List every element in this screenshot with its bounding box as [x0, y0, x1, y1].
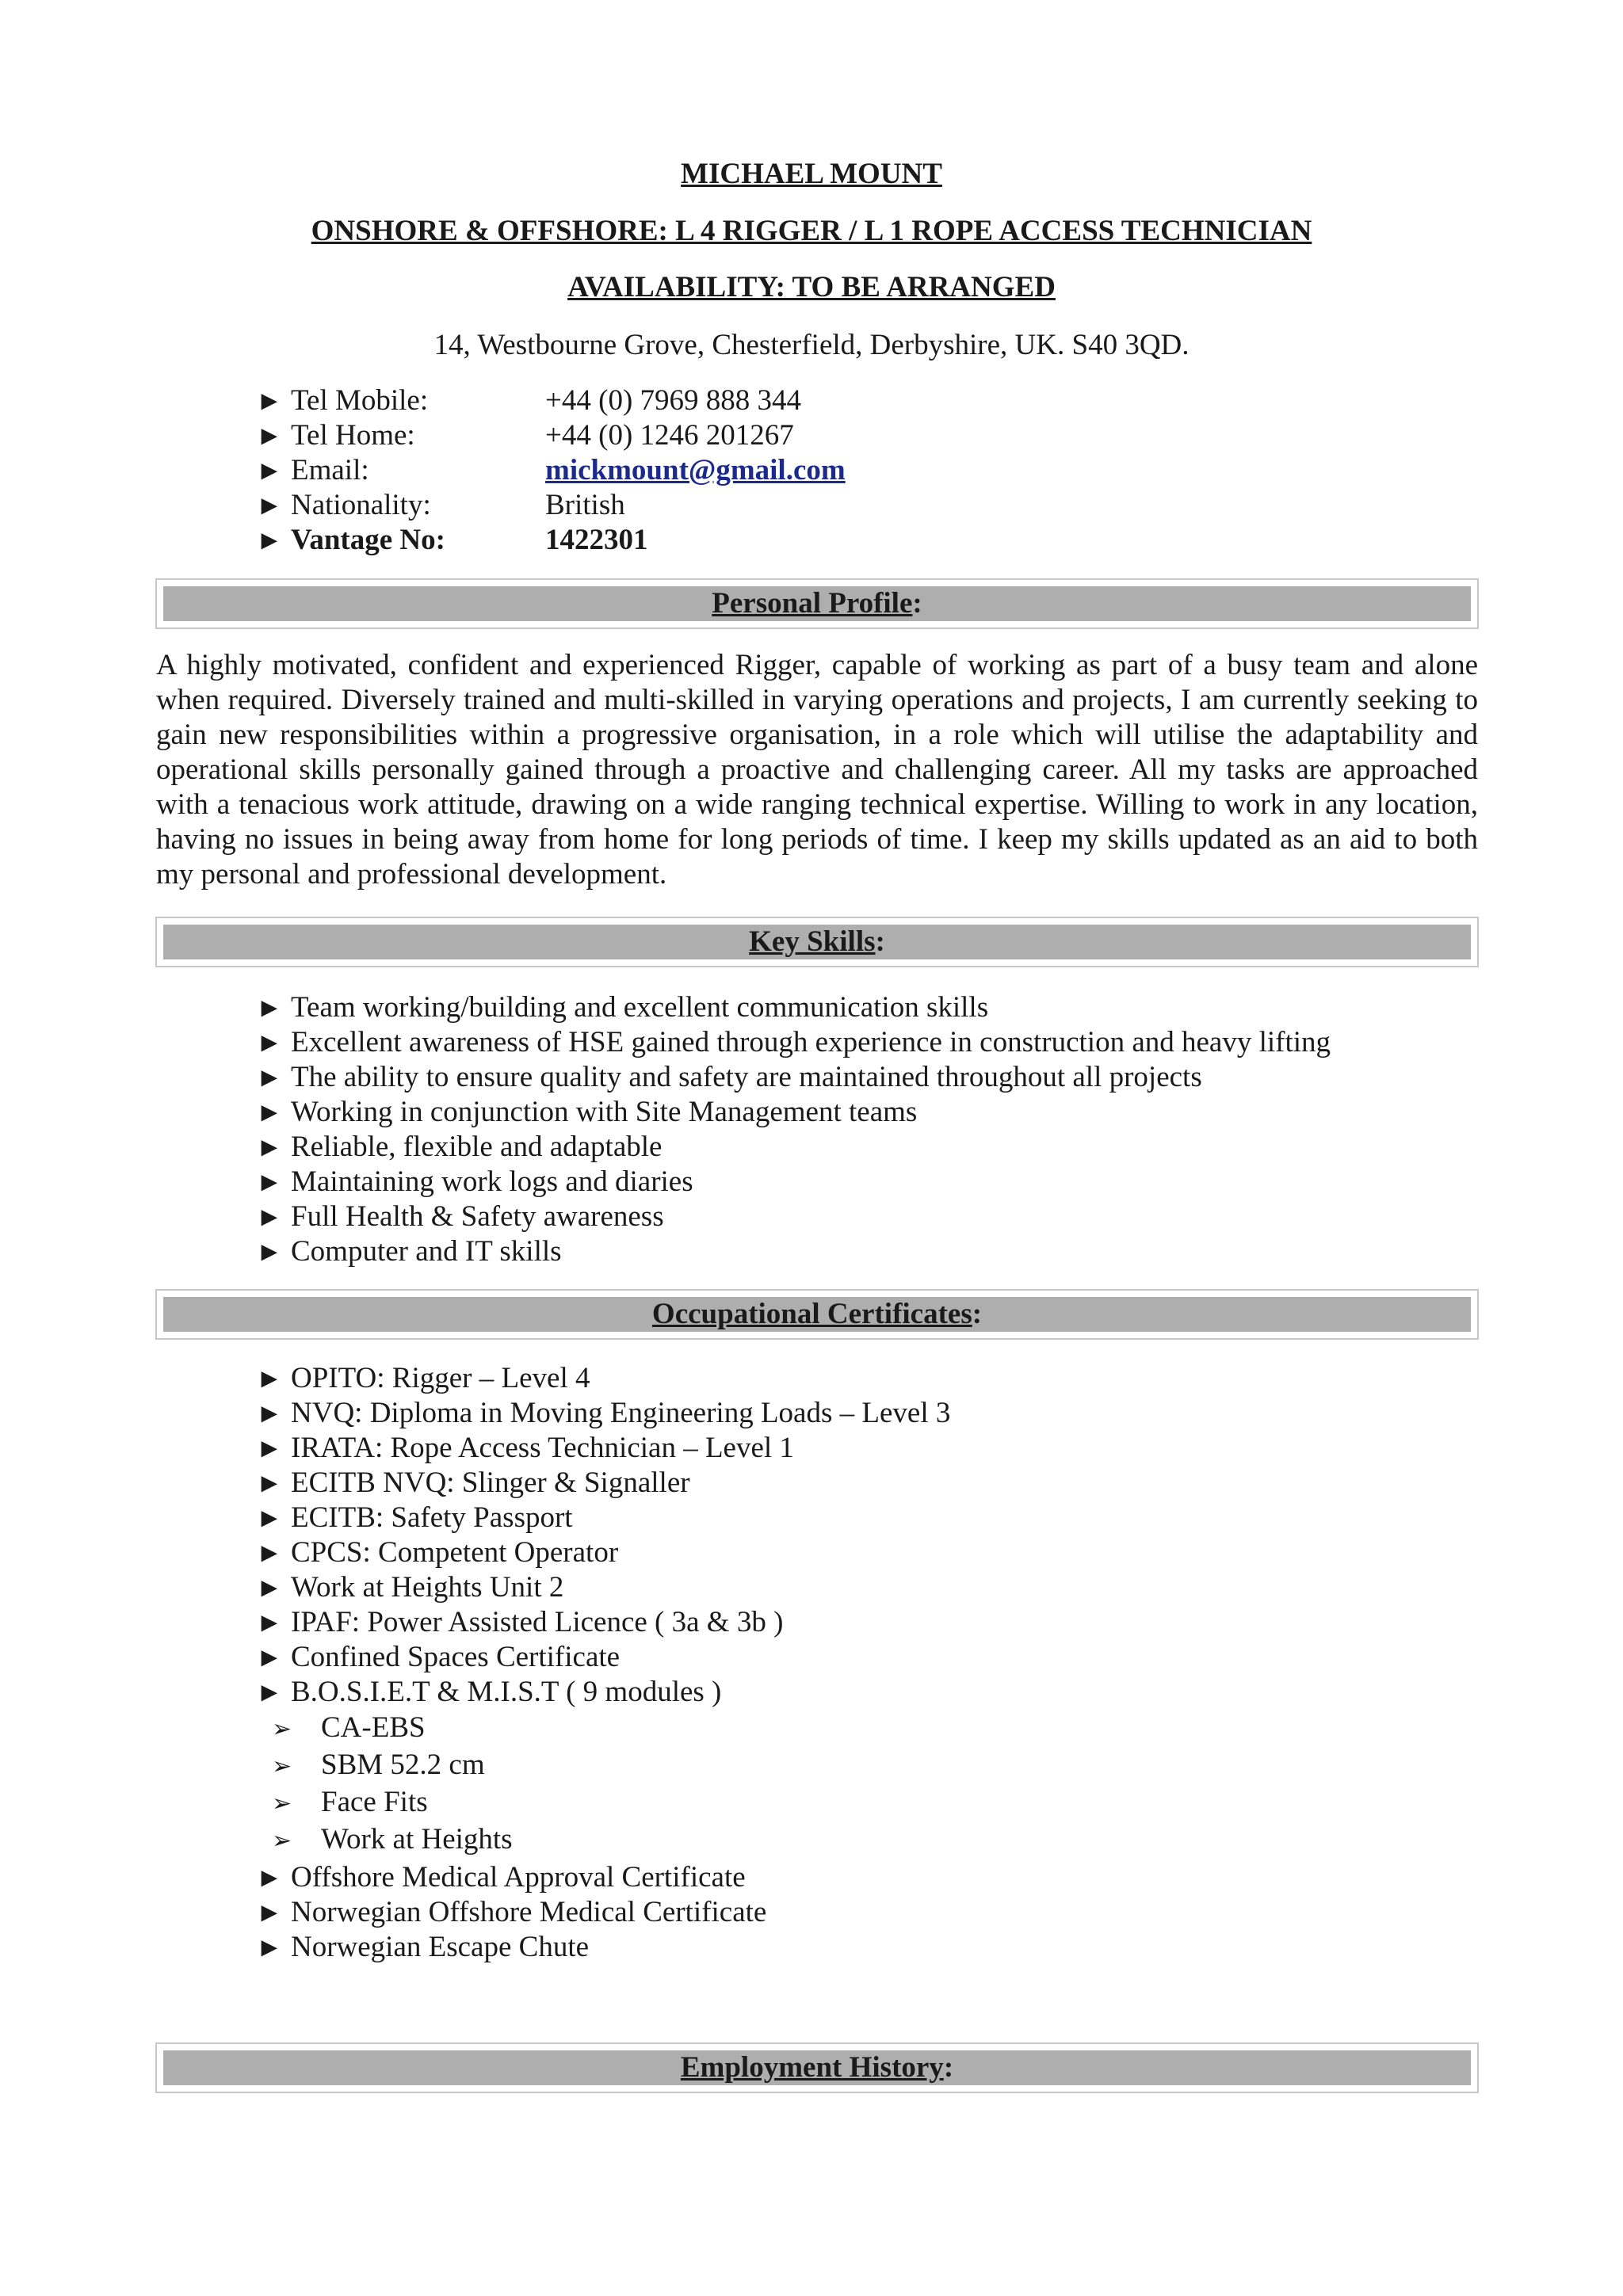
contact-details	[256, 383, 846, 558]
contact-label: Tel Mobile:	[291, 384, 429, 417]
arrow-bullet-icon: ►	[256, 1098, 283, 1127]
section-header-skills	[155, 917, 1479, 967]
arrow-bullet-icon: ►	[256, 1028, 283, 1058]
contact-label: Vantage No:	[291, 524, 445, 556]
contact-value: British	[545, 489, 625, 521]
arrowhead-bullet-icon: ➢	[272, 1827, 292, 1855]
availability: AVAILABILITY: TO BE ARRANGED	[567, 271, 1056, 303]
skill-text: Maintaining work logs and diaries	[291, 1165, 693, 1198]
list-item	[256, 1895, 766, 1930]
skill-text: Computer and IT skills	[291, 1235, 562, 1268]
section-title-suffix: :	[912, 587, 922, 620]
section-title: Occupational Certificates	[651, 1298, 972, 1330]
contact-row-mobile	[256, 383, 846, 418]
contact-row-email	[256, 453, 846, 488]
section-title-suffix: :	[972, 1298, 983, 1330]
module-text: Face Fits	[321, 1786, 428, 1818]
arrow-bullet-icon: ►	[256, 421, 283, 451]
contact-row-vantage	[256, 523, 846, 558]
section-title: Personal Profile	[712, 587, 913, 620]
arrow-bullet-icon: ►	[256, 1863, 283, 1893]
list-item	[256, 1025, 1331, 1060]
arrowhead-bullet-icon: ➢	[272, 1790, 292, 1817]
certificate-text: ECITB NVQ: Slinger & Signaller	[291, 1466, 690, 1499]
bosiet-modules-list	[272, 1709, 513, 1858]
list-item	[256, 1640, 950, 1675]
sub-list-item	[272, 1709, 513, 1746]
list-item	[256, 1130, 1331, 1165]
arrow-bullet-icon: ►	[256, 1504, 283, 1533]
job-title: ONSHORE & OFFSHORE: L 4 RIGGER / L 1 ROPE ACCESS TECHNICIAN	[311, 215, 1312, 247]
certificate-text: IRATA: Rope Access Technician – Level 1	[291, 1432, 794, 1464]
arrow-bullet-icon: ►	[256, 1063, 283, 1093]
arrow-bullet-icon: ►	[256, 994, 283, 1023]
arrowhead-bullet-icon: ➢	[272, 1753, 292, 1780]
contact-label: Nationality:	[291, 489, 431, 521]
section-title: Employment History	[680, 2051, 944, 2084]
candidate-name: MICHAEL MOUNT	[681, 158, 942, 190]
skill-text: Full Health & Safety awareness	[291, 1200, 664, 1233]
contact-value: +44 (0) 1246 201267	[545, 419, 794, 452]
arrow-bullet-icon: ►	[256, 1238, 283, 1267]
arrow-bullet-icon: ►	[256, 1898, 283, 1928]
contact-label: Email:	[291, 454, 369, 486]
arrow-bullet-icon: ►	[256, 1643, 283, 1672]
arrow-bullet-icon: ►	[256, 1364, 283, 1394]
arrow-bullet-icon: ►	[256, 1133, 283, 1162]
skill-text: Working in conjunction with Site Management teams	[291, 1096, 918, 1128]
certificate-text: IPAF: Power Assisted Licence ( 3a & 3b )	[291, 1606, 784, 1638]
arrow-bullet-icon: ►	[256, 1469, 283, 1498]
arrow-bullet-icon: ►	[256, 456, 283, 486]
contact-value: +44 (0) 7969 888 344	[545, 384, 802, 417]
list-item	[256, 1501, 950, 1535]
certificates-list	[256, 1361, 950, 1710]
skill-text: Reliable, flexible and adaptable	[291, 1131, 663, 1163]
skill-text: Excellent awareness of HSE gained through experience in construction and heavy lifting	[291, 1026, 1331, 1058]
arrow-bullet-icon: ►	[256, 491, 283, 521]
list-item	[256, 1396, 950, 1431]
section-header-employment	[155, 2042, 1479, 2093]
arrowhead-bullet-icon: ➢	[272, 1715, 292, 1743]
section-title-suffix: :	[943, 2051, 954, 2084]
list-item	[256, 1431, 950, 1466]
list-item	[256, 1860, 766, 1895]
skill-text: The ability to ensure quality and safety are maintained throughout all projects	[291, 1061, 1202, 1093]
certificate-text: Offshore Medical Approval Certificate	[291, 1861, 746, 1894]
certificate-text: CPCS: Competent Operator	[291, 1536, 619, 1569]
address: 14, Westbourne Grove, Chesterfield, Derbyshire, UK. S40 3QD.	[433, 329, 1190, 361]
arrow-bullet-icon: ►	[256, 387, 283, 416]
certificate-text: Norwegian Offshore Medical Certificate	[291, 1896, 767, 1928]
list-item	[256, 1165, 1331, 1199]
list-item	[256, 1570, 950, 1605]
list-item	[256, 1675, 950, 1710]
certificate-text: Norwegian Escape Chute	[291, 1931, 590, 1963]
section-header-profile	[155, 578, 1479, 629]
section-title: Key Skills	[749, 925, 876, 958]
contact-value: 1422301	[545, 524, 648, 556]
sub-list-item	[272, 1821, 513, 1858]
list-item	[256, 1095, 1331, 1130]
arrow-bullet-icon: ►	[256, 1608, 283, 1638]
list-item	[256, 1535, 950, 1570]
profile-paragraph: A highly motivated, confident and experienced Rigger, capable of working as part of a busy team and alone when required. Diversely trained and multi-skilled in varying operations and projects, I am currently seeking to gain new responsibilities within a progressive organisation, in a role which will utilise the adaptability and operational skills personally gained through a proactive and challenging career. All my tasks are approached with a tenacious work attitude, drawing on a wide ranging technical expertise. Willing to work in any location, having no issues in being away from home for long periods of time. I keep my skills updated as an aid to both my personal and professional development.	[156, 649, 1478, 891]
certificate-text: NVQ: Diploma in Moving Engineering Loads – Level 3	[291, 1397, 951, 1429]
arrow-bullet-icon: ►	[256, 1678, 283, 1707]
list-item	[256, 1234, 1331, 1269]
contact-row-home	[256, 418, 846, 453]
section-title-suffix: :	[875, 925, 885, 958]
skill-text: Team working/building and excellent communication skills	[291, 991, 989, 1024]
certificates-list-continued	[256, 1860, 766, 1965]
arrow-bullet-icon: ►	[256, 1573, 283, 1603]
module-text: Work at Heights	[321, 1823, 513, 1855]
skills-list	[256, 990, 1331, 1269]
sub-list-item	[272, 1746, 513, 1783]
module-text: CA-EBS	[321, 1711, 426, 1744]
list-item	[256, 1930, 766, 1965]
arrow-bullet-icon: ►	[256, 1539, 283, 1568]
list-item	[256, 1605, 950, 1640]
certificate-text: Confined Spaces Certificate	[291, 1641, 621, 1673]
list-item	[256, 990, 1331, 1025]
arrow-bullet-icon: ►	[256, 1933, 283, 1962]
contact-label: Tel Home:	[291, 419, 415, 452]
section-header-certificates	[155, 1289, 1479, 1340]
arrow-bullet-icon: ►	[256, 1434, 283, 1463]
arrow-bullet-icon: ►	[256, 1203, 283, 1232]
list-item	[256, 1199, 1331, 1234]
arrow-bullet-icon: ►	[256, 1399, 283, 1428]
certificate-text: Work at Heights Unit 2	[291, 1571, 564, 1604]
sub-list-item	[272, 1783, 513, 1821]
certificate-text: B.O.S.I.E.T & M.I.S.T ( 9 modules )	[291, 1676, 722, 1708]
list-item	[256, 1060, 1331, 1095]
arrow-bullet-icon: ►	[256, 1168, 283, 1197]
certificate-text: ECITB: Safety Passport	[291, 1501, 573, 1534]
list-item	[256, 1466, 950, 1501]
email-link[interactable]: mickmount@gmail.com	[545, 454, 846, 486]
arrow-bullet-icon: ►	[256, 526, 283, 555]
list-item	[256, 1361, 950, 1396]
certificate-text: OPITO: Rigger – Level 4	[291, 1362, 590, 1394]
contact-row-nationality	[256, 488, 846, 523]
module-text: SBM 52.2 cm	[321, 1749, 485, 1781]
